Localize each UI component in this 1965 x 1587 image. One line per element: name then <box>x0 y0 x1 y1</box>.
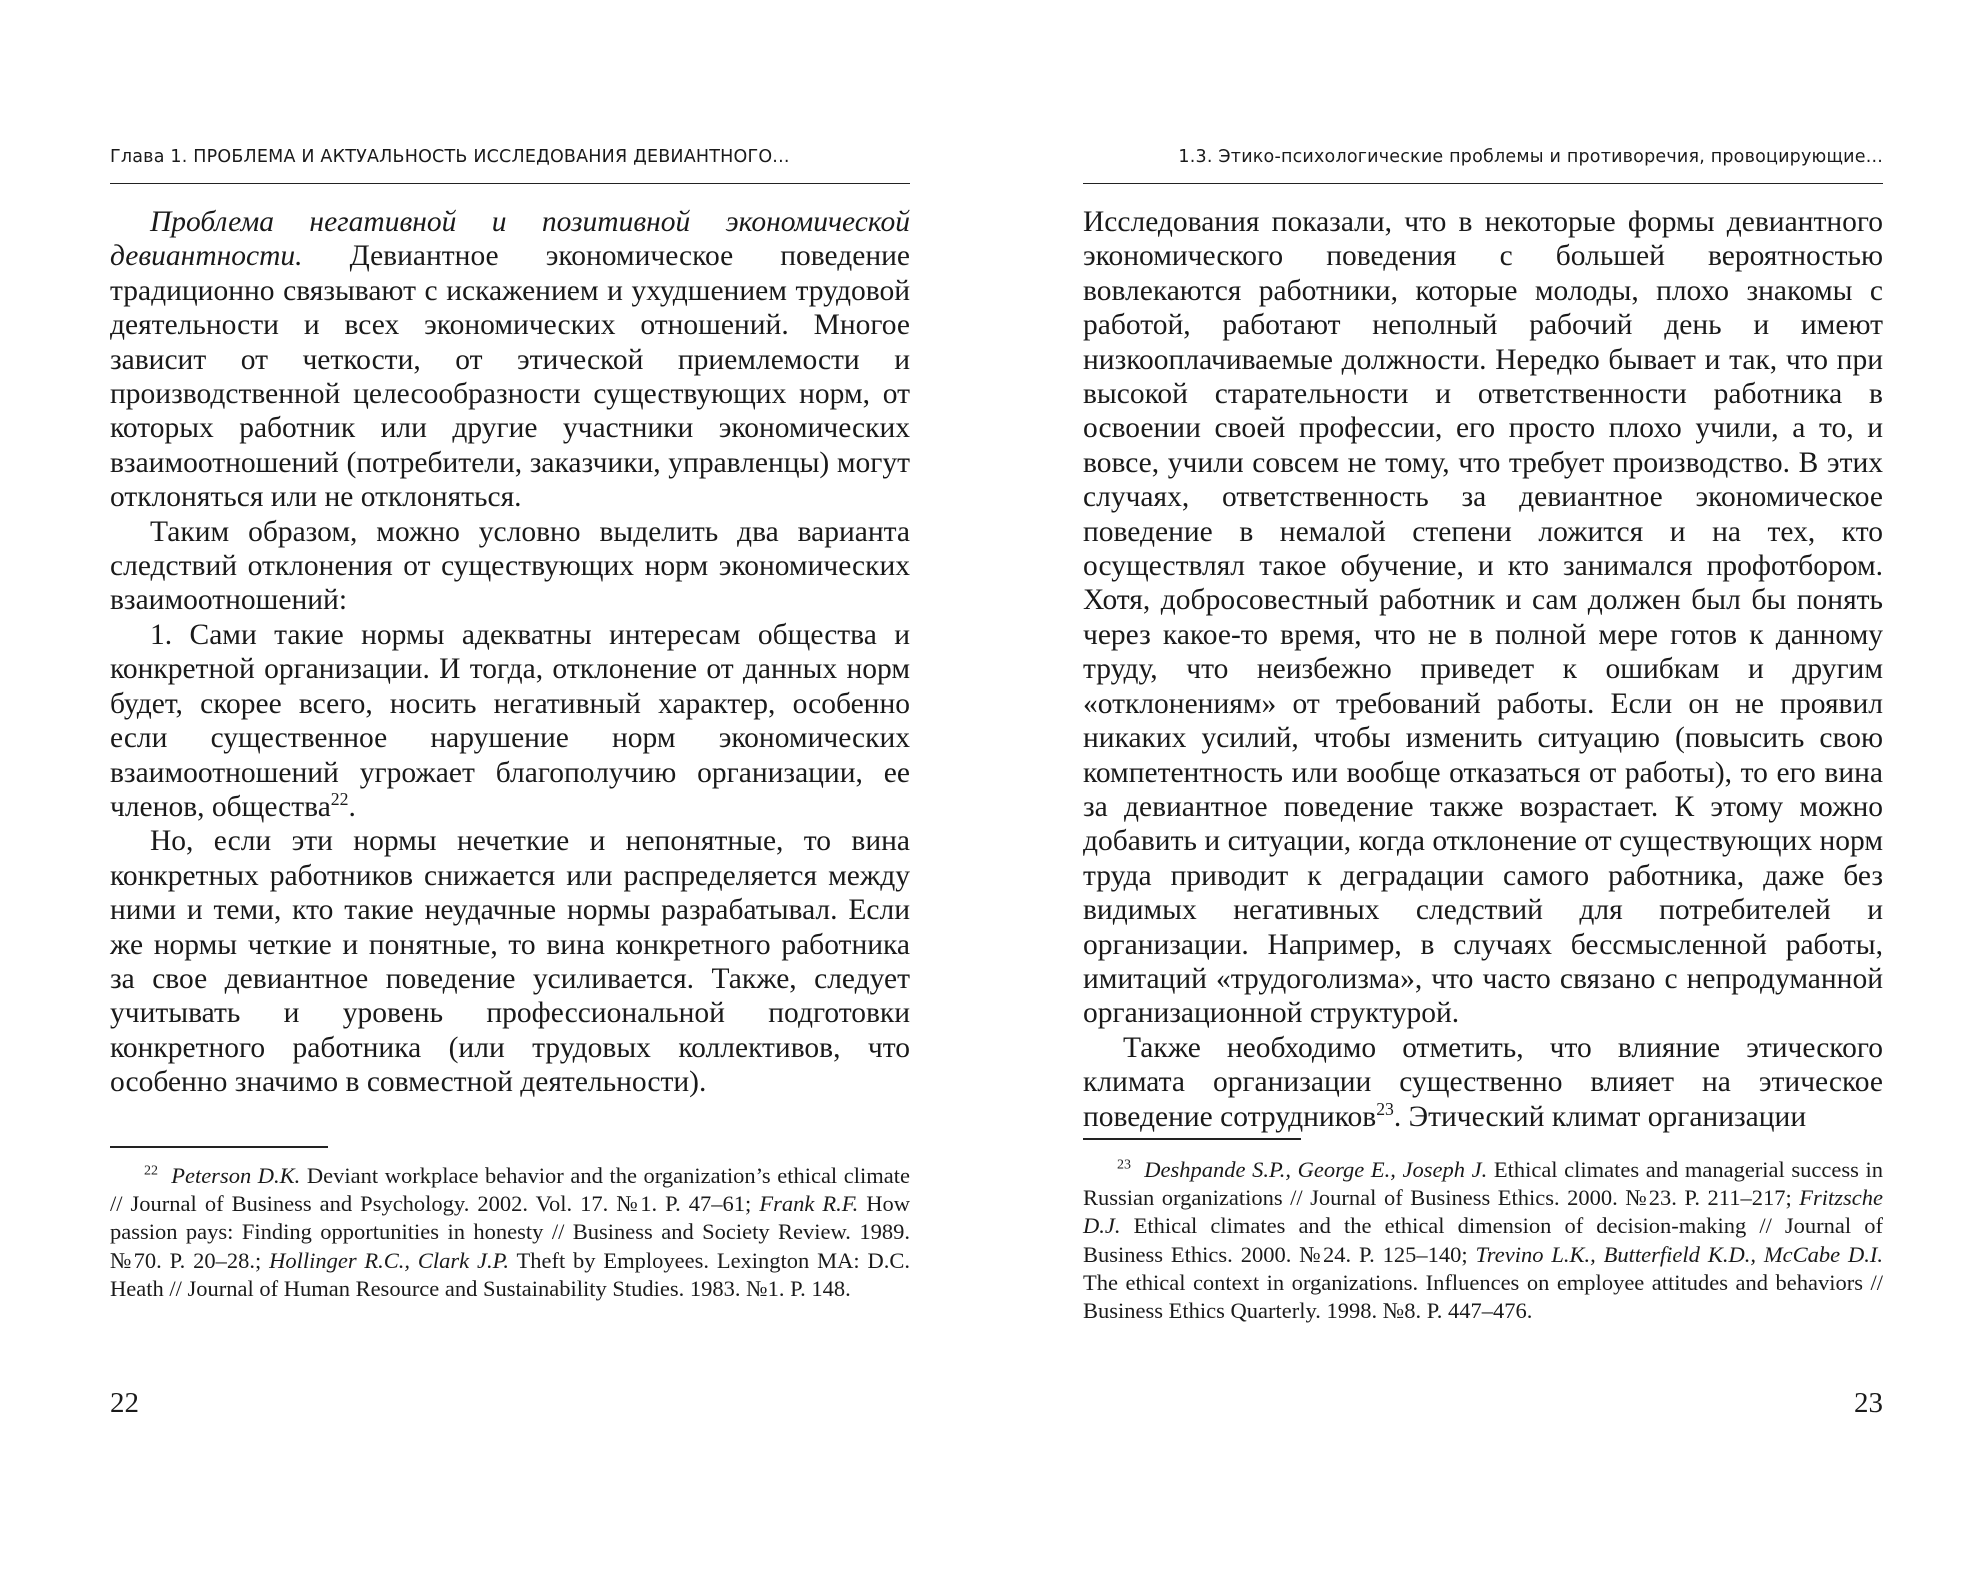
footnote-ref[interactable]: 23 <box>1376 1098 1394 1119</box>
running-head-right: 1.3. Этико-психологические проблемы и противоречия, провоцирующие... <box>1178 147 1883 167</box>
paragraph-title: Проблема негативной и позитивной экономической девиантности. <box>110 206 910 273</box>
footnote-rule-right <box>1083 1138 1301 1140</box>
right-page <box>1083 0 1883 1587</box>
page-number-right: 23 <box>1854 1387 1883 1419</box>
body-text-left <box>110 205 910 1100</box>
page-number-left: 22 <box>110 1387 139 1419</box>
footnote-author: Trevino L.K., Butterfield K.D., McCabe D.I. <box>1475 1241 1883 1267</box>
footnote-author: Deshpande S.P., George E., Joseph J. <box>1144 1157 1488 1182</box>
paragraph: Исследования показали, что в некоторые формы девиантного экономического поведения с большей вероятностью вовлекаются работники, которые молоды, плохо знакомы с работой, работают неполный рабочий день и имеют низкооплачиваемые должности. Нередко бывает и так, что при высокой старательности и ответственности работника в освоении своей профессии, его просто плохо учили, а то, и вовсе, учили совсем не тому, что требует производство. В этих случаях, ответственность за девиантное экономическое поведение в немалой степени ложится и на тех, кто осуществлял такое обучение, и кто занимался профотбором. Хотя, добросовестный работник и сам должен был бы понять через какое-то время, что не в полной мере готов к данному труду, что неизбежно приведет к ошибкам и другим «отклонениям» от требований работы. Если он не проявил никаких усилий, чтобы изменить ситуацию (повысить свою компетентность или вообще отказаться от работы), то его вина за девиантное поведение также возрастает. К этому можно добавить и ситуации, когда отклонение от существующих норм труда приводит к деградации самого работника, даже без видимых негативных следствий для потребителей и организации. Например, в случаях бессмысленной работы, имитаций «трудоголизма», что часто связано с непродуманной организационной структурой. <box>1083 206 1883 1030</box>
footnote-rule-left <box>110 1146 328 1148</box>
paragraph-text: Также необходимо отметить, что влияние этического климата организации существенно влияет на этическое поведение сотрудников <box>1083 1031 1883 1133</box>
paragraph <box>110 205 910 515</box>
footnote-22: $^{22}$ Peterson D.K. Deviant workplace behavior and the organization’s ethical climate // Journal of Business and Psychology. 2002. Vol. 17. №1. P. 47–61; Frank R.F. How passion pays: Finding opportunities in honesty // Business and Society Review. 1989. №70. P. 20–28.; Hollinger R.C., Clark J.P. Theft by Employees. Lexington MA: D.C. Heath // Journal of Human Resource and Sustainability Studies. 1983. №1. P. 148. <box>110 1163 911 1301</box>
footnote-author: Hollinger R.C., Clark J.P. <box>269 1247 510 1273</box>
left-page <box>110 0 910 1587</box>
header-rule-left <box>110 183 910 184</box>
footnote-author: Fritzsche D.J. <box>1083 1185 1883 1239</box>
paragraph: Также необходимо отметить, что влияние этического климата организации существенно влияет на этическое поведение сотрудников$^{23}$. Этический климат организации <box>1083 1031 1883 1133</box>
footnote-number: 22 <box>144 1163 158 1179</box>
paragraph-text: Девиантное экономическое поведение традиционно связывают с искажением и ухудшением трудовой деятельности и всех экономических отношений. Многое зависит от четкости, от этической приемлемости и производственной целесообразности существующих норм, от которых работник или другие участники экономических взаимоотношений (потребители, заказчики, управленцы) могут отклоняться или не отклоняться. <box>110 240 910 514</box>
footnote-number: 23 <box>1117 1157 1131 1173</box>
running-head-left: Глава 1. ПРОБЛЕМА И АКТУАЛЬНОСТЬ ИССЛЕДОВАНИЯ ДЕВИАНТНОГО... <box>110 147 790 167</box>
paragraph: Но, если эти нормы нечеткие и непонятные, то вина конкретных работников снижается или распределяется между ними и теми, кто такие неудачные нормы разрабатывал. Если же нормы четкие и понятные, то вина конкретного работника за свое девиантное поведение усиливается. Также, следует учитывать и уровень профессиональной подготовки конкретного работника (или трудовых коллективов, что особенно значимо в совместной деятельности). <box>110 825 910 1099</box>
paragraph-text: 1. Сами такие нормы адекватны интересам общества и конкретной организации. И тогда, отклонение от данных норм будет, скорее всего, носить негативный характер, особенно если существенное нарушение норм экономических взаимоотношений угрожает благополучию организации, ее членов, общества <box>110 618 910 823</box>
paragraph: 1. Сами такие нормы адекватны интересам общества и конкретной организации. И тогда, отклонение от данных норм будет, скорее всего, носить негативный характер, особенно если существенное нарушение норм экономических взаимоотношений угрожает благополучию организации, ее членов, общества$^{22}$. <box>110 618 910 823</box>
footnote-author: Frank R.F. <box>759 1191 859 1217</box>
footnote-23: $^{23}$ Deshpande S.P., George E., Joseph J. Ethical climates and managerial success in Russian organizations // Journal of Business Ethics. 2000. №23. P. 211–217; Fritzsche D.J. Ethical climates and the ethical dimension of decision-making // Journal of Business Ethics. 2000. №24. P. 125–140; Trevino L.K., Butterfield K.D., McCabe D.I. The ethical context in organizations. Influences on employee attitudes and behaviors // Business Ethics Quarterly. 1998. №8. P. 447–476. <box>1083 1157 1883 1324</box>
footnote-author: Peterson D.K. <box>171 1163 301 1188</box>
header-rule-right <box>1083 183 1883 184</box>
footnote-ref[interactable]: 22 <box>330 789 349 810</box>
body-text-right <box>1083 205 1883 1134</box>
paragraph: Таким образом, можно условно выделить два варианта следствий отклонения от существующих норм экономических взаимоотношений: <box>110 515 910 617</box>
